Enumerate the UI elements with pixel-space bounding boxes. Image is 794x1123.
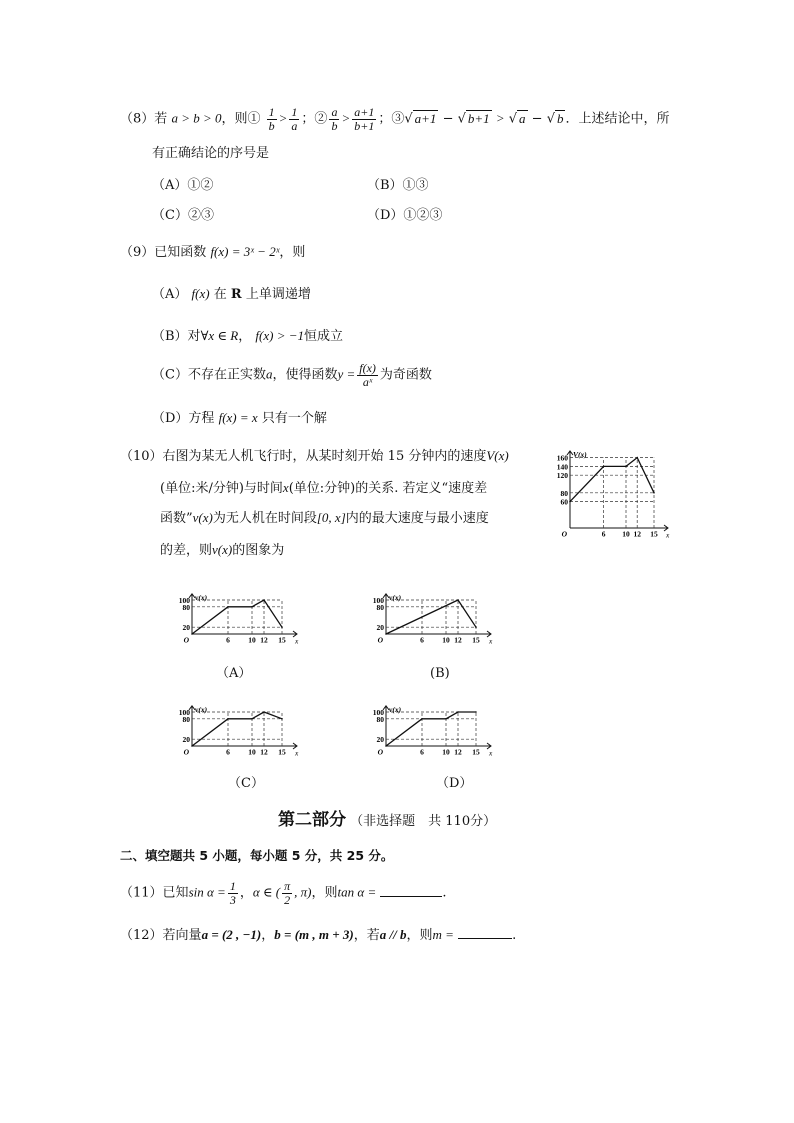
origin-label: O <box>183 747 189 757</box>
data-point <box>191 633 193 635</box>
data-point <box>457 599 459 601</box>
fraction: $\frac{f(x)}{\text{aˣ}}$ <box>359 361 376 389</box>
data-point <box>281 626 283 628</box>
q9-option-c: （C）不存在正实数a，使得函数y = $\frac{f(x)}{\text{aˣ}}$ 为奇函数 <box>152 361 432 389</box>
answer-blank[interactable] <box>458 926 512 939</box>
fraction: $\frac{a+1}{b+1}$ <box>354 105 375 133</box>
y-tick-label: 20 <box>376 735 384 745</box>
y-tick-label: 80 <box>182 714 190 724</box>
x-tick-label: 10 <box>442 747 450 757</box>
q9-option-d: （D）方程 f(x) = x 只有一个解 <box>152 410 327 426</box>
q8-option-a: （A）①② <box>152 178 214 193</box>
x-tick-label: 12 <box>260 747 268 757</box>
x-tick-label: 10 <box>248 747 256 757</box>
q11: （11）已知sin α = $\frac{1}{3}$ ，α ∈ ( $\frac{\pi}{2}$ , π)，则tan α = . <box>120 879 447 907</box>
q8-stem: （8）若 a > b > 0，则① $\frac{1}{b}$ > $\frac{1}{a}$ ；② $\frac{a}{b}$ > $\frac{a+1}{b+1}$ ；③√ a+1 − √ b+1 > √ a − √ b ．上述结论中，所 <box>120 105 670 133</box>
y-tick-label: 80 <box>560 488 568 498</box>
y-tick-label: 120 <box>556 471 568 481</box>
q8-option-b: （B）①③ <box>367 178 429 193</box>
q8-option-d: （D）①②③ <box>367 208 443 223</box>
x-axis-label: x <box>666 530 670 540</box>
y-tick-label: 100 <box>178 708 190 717</box>
y-tick-label: 100 <box>372 596 384 605</box>
q10-stem-line2: (单位:米/分钟)与时间x(单位:分钟)的关系. 若定义“速度差 <box>160 480 488 496</box>
x-tick-label: 15 <box>278 635 286 645</box>
fraction: $\frac{1}{a}$ <box>291 105 298 133</box>
series-line <box>386 600 476 634</box>
y-tick-label: 20 <box>182 735 190 745</box>
origin-label: O <box>183 635 189 645</box>
q9-stem: （9）已知函数 f(x) = 3ˣ − 2ˣ，则 <box>120 244 306 260</box>
y-tick-label: 140 <box>556 462 568 472</box>
velocity-chart <box>556 446 691 546</box>
x-tick-label: 12 <box>454 635 462 645</box>
section-heading: 二、填空题共 5 小题，每小题 5 分，共 25 分。 <box>120 848 394 863</box>
q10-stem-line1: （10）右图为某无人机飞行时，从某时刻开始 15 分钟内的速度V(x) <box>120 448 509 464</box>
y-tick-label: 80 <box>376 602 384 612</box>
x-tick-label: 15 <box>472 635 480 645</box>
option-d-label: （D） <box>436 776 473 791</box>
fraction: $\frac{1}{b}$ <box>268 105 275 133</box>
data-point <box>569 501 571 503</box>
origin-label: O <box>377 635 383 645</box>
q8-stem-line2: 有正确结论的序号是 <box>152 146 270 161</box>
data-point <box>251 606 253 608</box>
data-point <box>385 745 387 747</box>
x-tick-label: 6 <box>420 635 424 645</box>
data-point <box>421 718 423 720</box>
x-tick-label: 6 <box>226 747 230 757</box>
x-tick-label: 10 <box>622 529 630 539</box>
x-tick-label: 6 <box>601 529 606 539</box>
x-axis-label: x <box>489 636 493 646</box>
part2-heading <box>278 810 496 830</box>
y-axis-label: v(x) <box>389 592 402 602</box>
fraction: $\frac{a}{b}$ <box>331 105 338 133</box>
option-c-label: （C） <box>228 776 264 791</box>
x-tick-label: 10 <box>248 635 256 645</box>
y-tick-label: 80 <box>376 714 384 724</box>
x-tick-label: 12 <box>454 747 462 757</box>
x-tick-label: 15 <box>650 529 658 539</box>
fraction: $\frac{1}{3}$ <box>229 879 236 907</box>
series-line <box>570 458 654 502</box>
data-point <box>263 599 265 601</box>
option-b-chart <box>372 586 507 652</box>
data-point <box>191 745 193 747</box>
part2-title: 第二部分 <box>278 810 346 830</box>
data-point <box>636 457 638 459</box>
data-point <box>385 633 387 635</box>
x-tick-label: 12 <box>633 529 641 539</box>
x-tick-label: 6 <box>226 635 230 645</box>
data-point <box>475 626 477 628</box>
option-c-chart <box>178 698 313 764</box>
data-point <box>227 606 229 608</box>
x-axis-label: x <box>295 748 299 758</box>
y-tick-label: 100 <box>372 708 384 717</box>
fraction: $\frac{\pi}{2}$ <box>284 879 291 907</box>
q10-stem-line4: 的差，则v(x)的图象为 <box>160 542 285 558</box>
y-tick-label: 100 <box>178 596 190 605</box>
x-tick-label: 6 <box>420 747 424 757</box>
q9-option-a: （A） f(x) 在 R 上单调递增 <box>152 286 311 302</box>
origin-label: O <box>377 747 383 757</box>
data-point <box>445 718 447 720</box>
answer-blank[interactable] <box>380 884 442 897</box>
x-axis-label: x <box>489 748 493 758</box>
data-point <box>625 466 627 468</box>
y-tick-label: 80 <box>182 602 190 612</box>
origin-label: O <box>561 529 567 539</box>
part2-subtitle: （非选择题 共 110分） <box>350 814 497 829</box>
q12: （12）若向量a = (2 , −1)，b = (m , m + 3)，若a // b，则m = . <box>120 927 517 943</box>
data-point <box>653 492 655 494</box>
option-b-label: (B) <box>430 666 450 681</box>
data-point <box>227 718 229 720</box>
y-axis-label: v(x) <box>389 704 402 714</box>
series-line <box>192 712 282 746</box>
y-axis-label: v(x) <box>195 592 208 602</box>
data-point <box>251 718 253 720</box>
data-point <box>281 718 283 720</box>
option-a-chart <box>178 586 313 652</box>
series-line <box>192 600 282 634</box>
x-tick-label: 12 <box>260 635 268 645</box>
y-axis-label: V(x) <box>573 450 587 459</box>
y-tick-label: 60 <box>560 497 568 507</box>
y-tick-label: 20 <box>376 623 384 633</box>
y-tick-label: 20 <box>182 623 190 633</box>
q10-stem-line3: 函数”v(x)为无人机在时间段[0, x]内的最大速度与最小速度 <box>160 510 489 526</box>
y-axis-label: v(x) <box>195 704 208 714</box>
y-tick-label: 160 <box>556 453 568 463</box>
option-a-label: （A） <box>216 666 252 681</box>
data-point <box>263 711 265 713</box>
data-point <box>457 711 459 713</box>
q9-option-b: （B）对∀x ∈ R， f(x) > −1恒成立 <box>152 328 344 344</box>
x-tick-label: 15 <box>472 747 480 757</box>
q8-option-c: （C）②③ <box>152 208 214 223</box>
series-line <box>386 712 476 746</box>
data-point <box>475 711 477 713</box>
data-point <box>603 466 605 468</box>
option-d-chart <box>372 698 507 764</box>
x-tick-label: 15 <box>278 747 286 757</box>
x-axis-label: x <box>295 636 299 646</box>
x-tick-label: 10 <box>442 635 450 645</box>
q8-number: （8） <box>120 111 155 127</box>
